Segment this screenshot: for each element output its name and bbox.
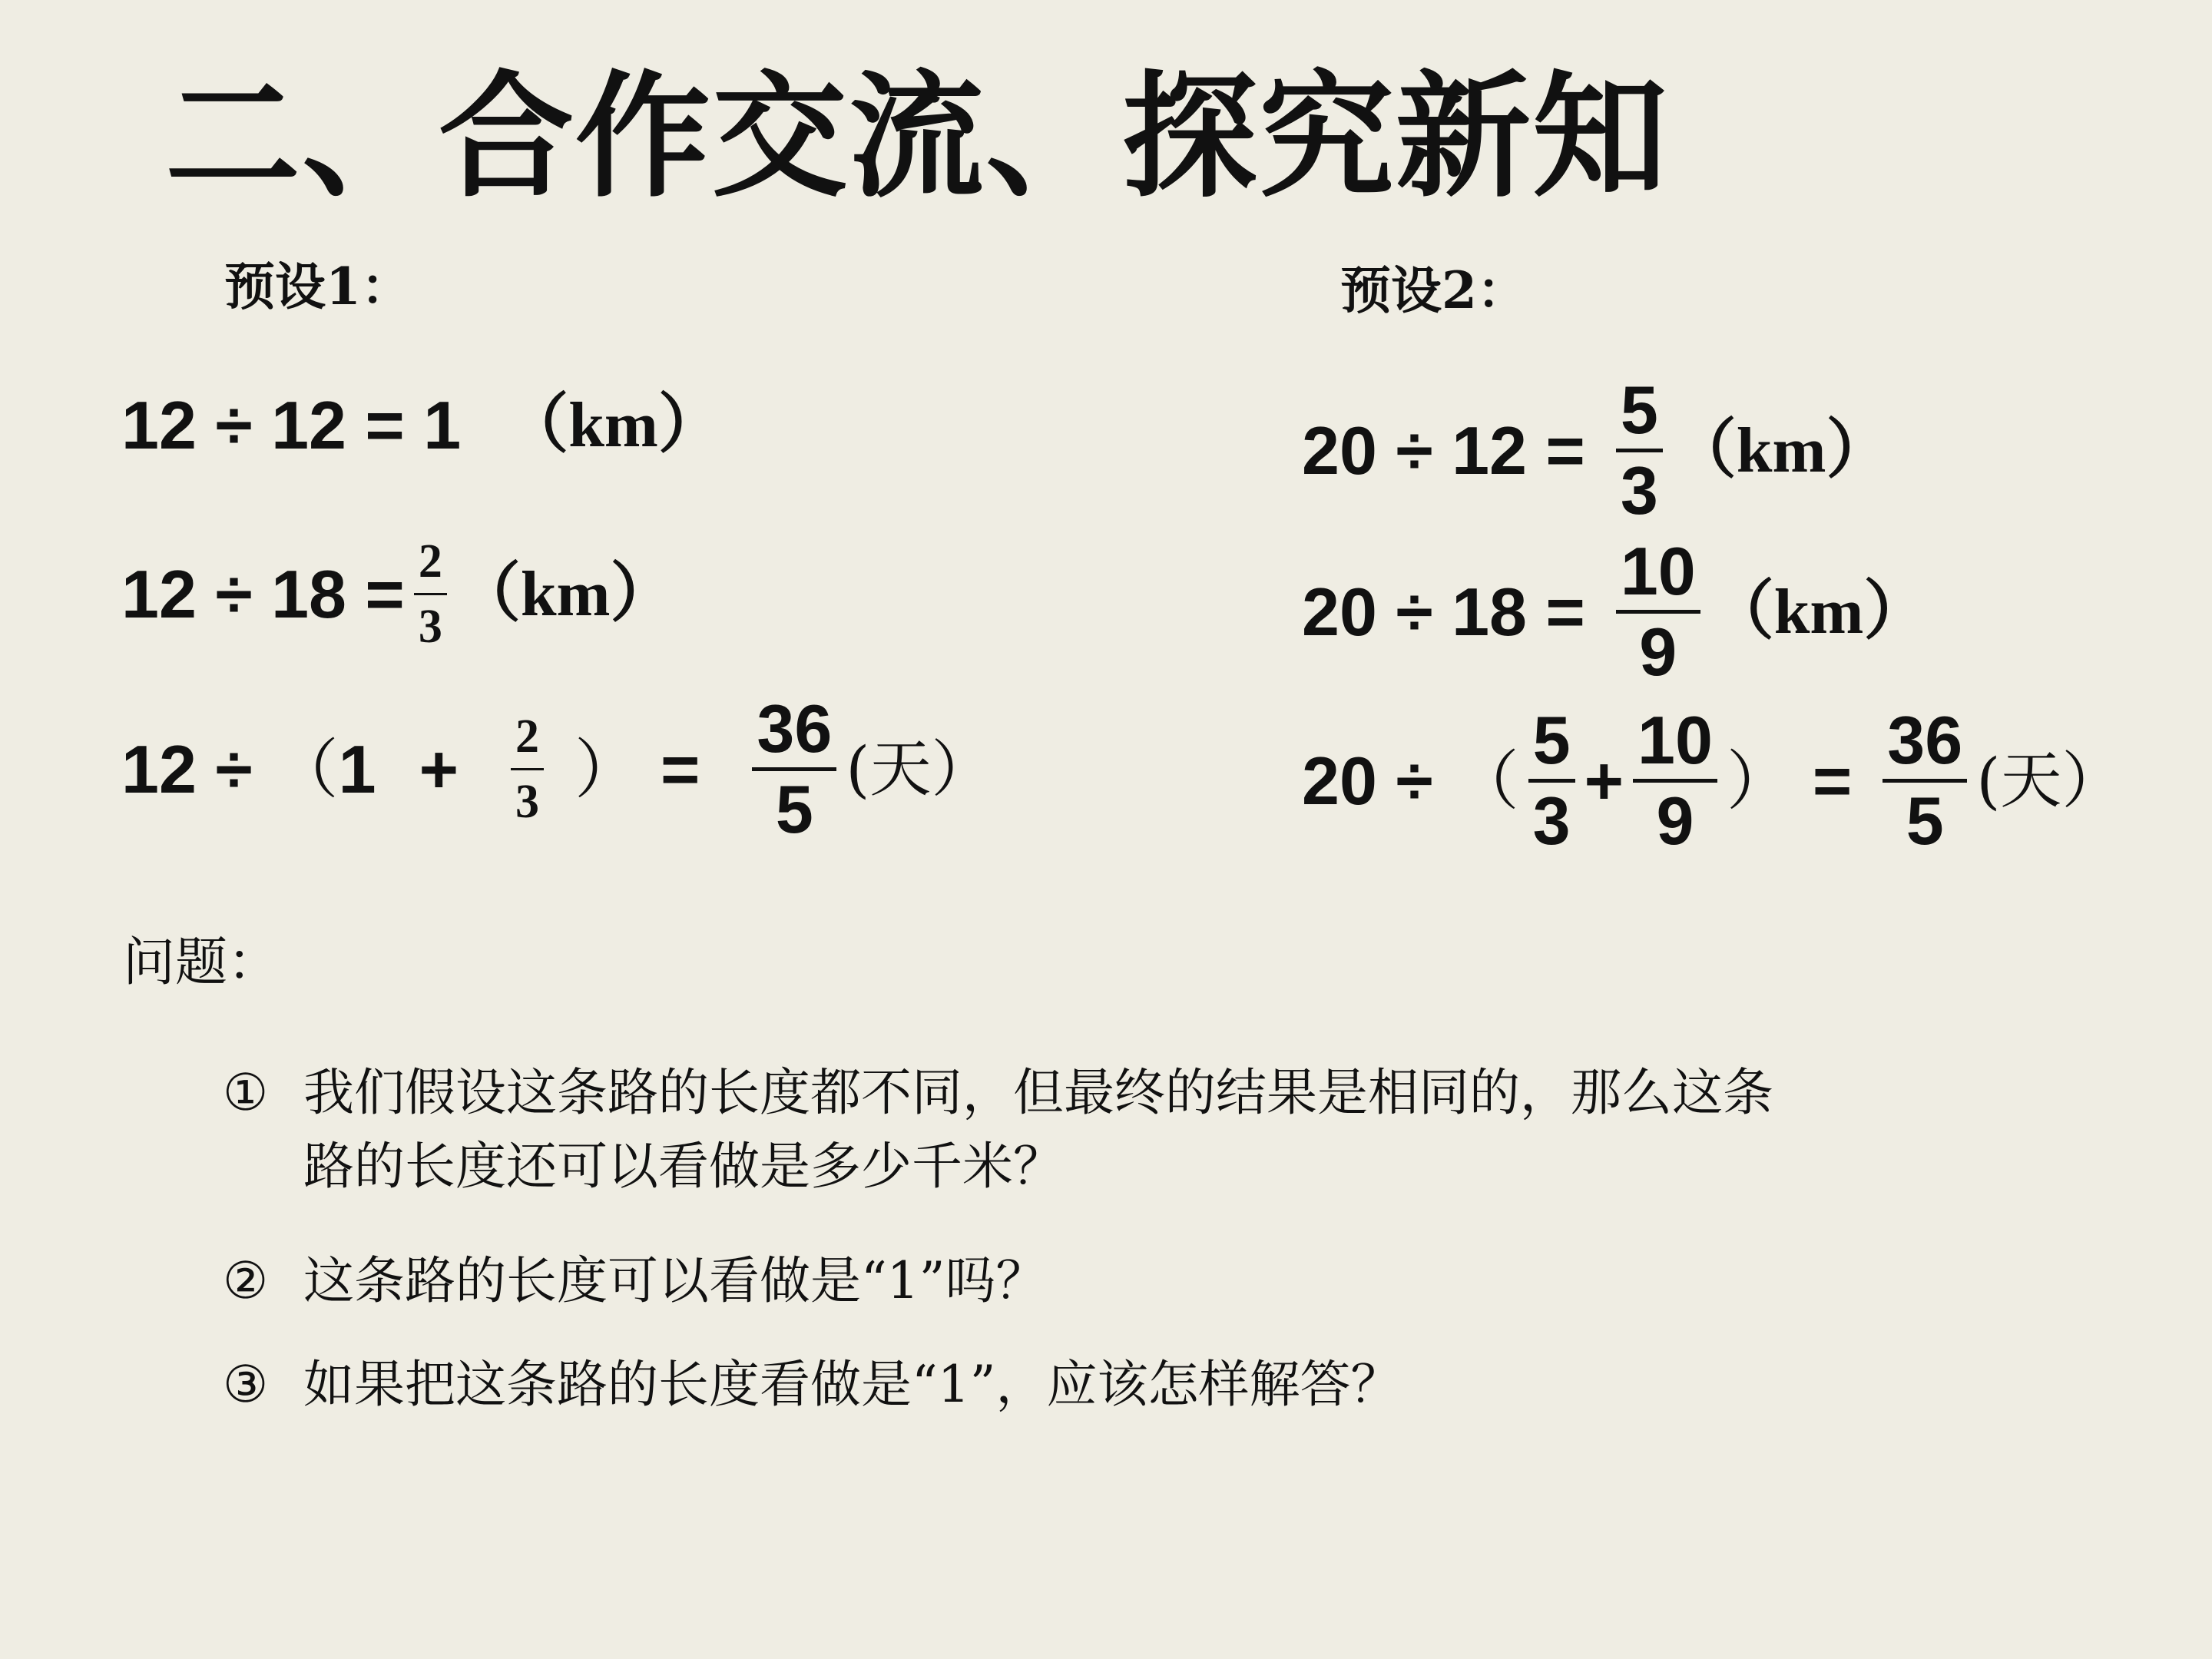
page-title: 二、合作交流、探究新知 [165, 57, 1670, 216]
fraction-result [752, 690, 836, 847]
equation-expression: 20 ÷ 12 = [1302, 412, 1585, 488]
fraction-numerator: 10 [1620, 533, 1696, 609]
left-paren: （ [273, 731, 339, 807]
preset1-equation-1 [121, 387, 723, 463]
equation-expression: 20 ÷ [1302, 742, 1433, 819]
fraction [1616, 372, 1663, 528]
question-item-3 [223, 1348, 2112, 1422]
equals-sign: = [661, 730, 700, 807]
preset2-equation-1 [1302, 372, 1891, 528]
question-item-2 [223, 1244, 2112, 1318]
right-paren: ） [575, 731, 640, 807]
fraction-numerator: 5 [1620, 372, 1658, 448]
fraction-result [1883, 702, 1967, 859]
equation-expression: 12 ÷ 12 = 1 [121, 387, 462, 463]
preset1-equation-3 [121, 690, 993, 847]
question-text-continued: 路的长度还可以看做是多少千米？ [303, 1136, 1064, 1196]
fraction-denominator: 3 [1532, 783, 1571, 859]
preset2-label: 预设2： [1340, 260, 1528, 320]
fraction-numerator: 10 [1637, 702, 1713, 778]
unit-label: （km） [1709, 575, 1929, 647]
fraction [1528, 702, 1575, 859]
right-paren: ） [1726, 743, 1791, 819]
questions-label: 问题： [123, 932, 280, 993]
unit-label: (天） [1976, 744, 2124, 816]
unit-label: （km） [1671, 414, 1891, 486]
preset1-equation-2 [121, 535, 675, 653]
fraction-denominator: 5 [1906, 783, 1944, 859]
unit-label: (天） [846, 733, 993, 805]
fraction [414, 535, 447, 653]
operand-one: 1 [338, 730, 376, 807]
fraction-denominator: 3 [418, 601, 442, 653]
fraction-denominator: 9 [1656, 783, 1694, 859]
plus-sign: + [1584, 742, 1624, 819]
question-text: 我们假设这条路的长度都不同，但最终的结果是相同的，那么这条 [303, 1063, 1773, 1122]
question-number: ③ [223, 1355, 269, 1414]
question-item-1 [223, 1056, 2112, 1203]
question-text: 如果把这条路的长度看做是“1”，应该怎样解答？ [303, 1355, 1402, 1414]
fraction-denominator: 3 [1620, 452, 1658, 528]
equals-sign: = [1812, 742, 1853, 819]
fraction-bar [511, 768, 544, 770]
fraction-denominator: 3 [515, 776, 539, 828]
question-number: ① [223, 1063, 269, 1122]
equation-expression: 12 ÷ 18 = [121, 555, 405, 632]
left-paren: （ [1454, 743, 1519, 819]
fraction [511, 710, 544, 828]
fraction [1633, 702, 1717, 859]
fraction-numerator: 36 [1887, 702, 1963, 778]
preset2-equation-2 [1302, 533, 1929, 690]
question-number: ② [223, 1251, 269, 1310]
unit-label: （km） [455, 558, 675, 630]
fraction-denominator: 9 [1639, 614, 1677, 690]
fraction [1616, 533, 1700, 690]
fraction-numerator: 2 [515, 710, 539, 763]
fraction-numerator: 36 [757, 690, 833, 767]
fraction-bar [414, 593, 447, 595]
fraction-denominator: 5 [775, 771, 813, 847]
equation-expression: 20 ÷ 18 = [1302, 573, 1585, 650]
fraction-numerator: 5 [1532, 702, 1571, 778]
question-text: 这条路的长度可以看做是“1”吗？ [303, 1251, 1047, 1310]
fraction-numerator: 2 [418, 535, 442, 588]
equation-expression: 12 ÷ [121, 730, 253, 807]
preset1-label: 预设1： [224, 257, 412, 316]
unit-label: （km） [504, 389, 723, 461]
preset2-equation-3 [1302, 702, 2124, 859]
plus-sign: + [419, 730, 459, 807]
